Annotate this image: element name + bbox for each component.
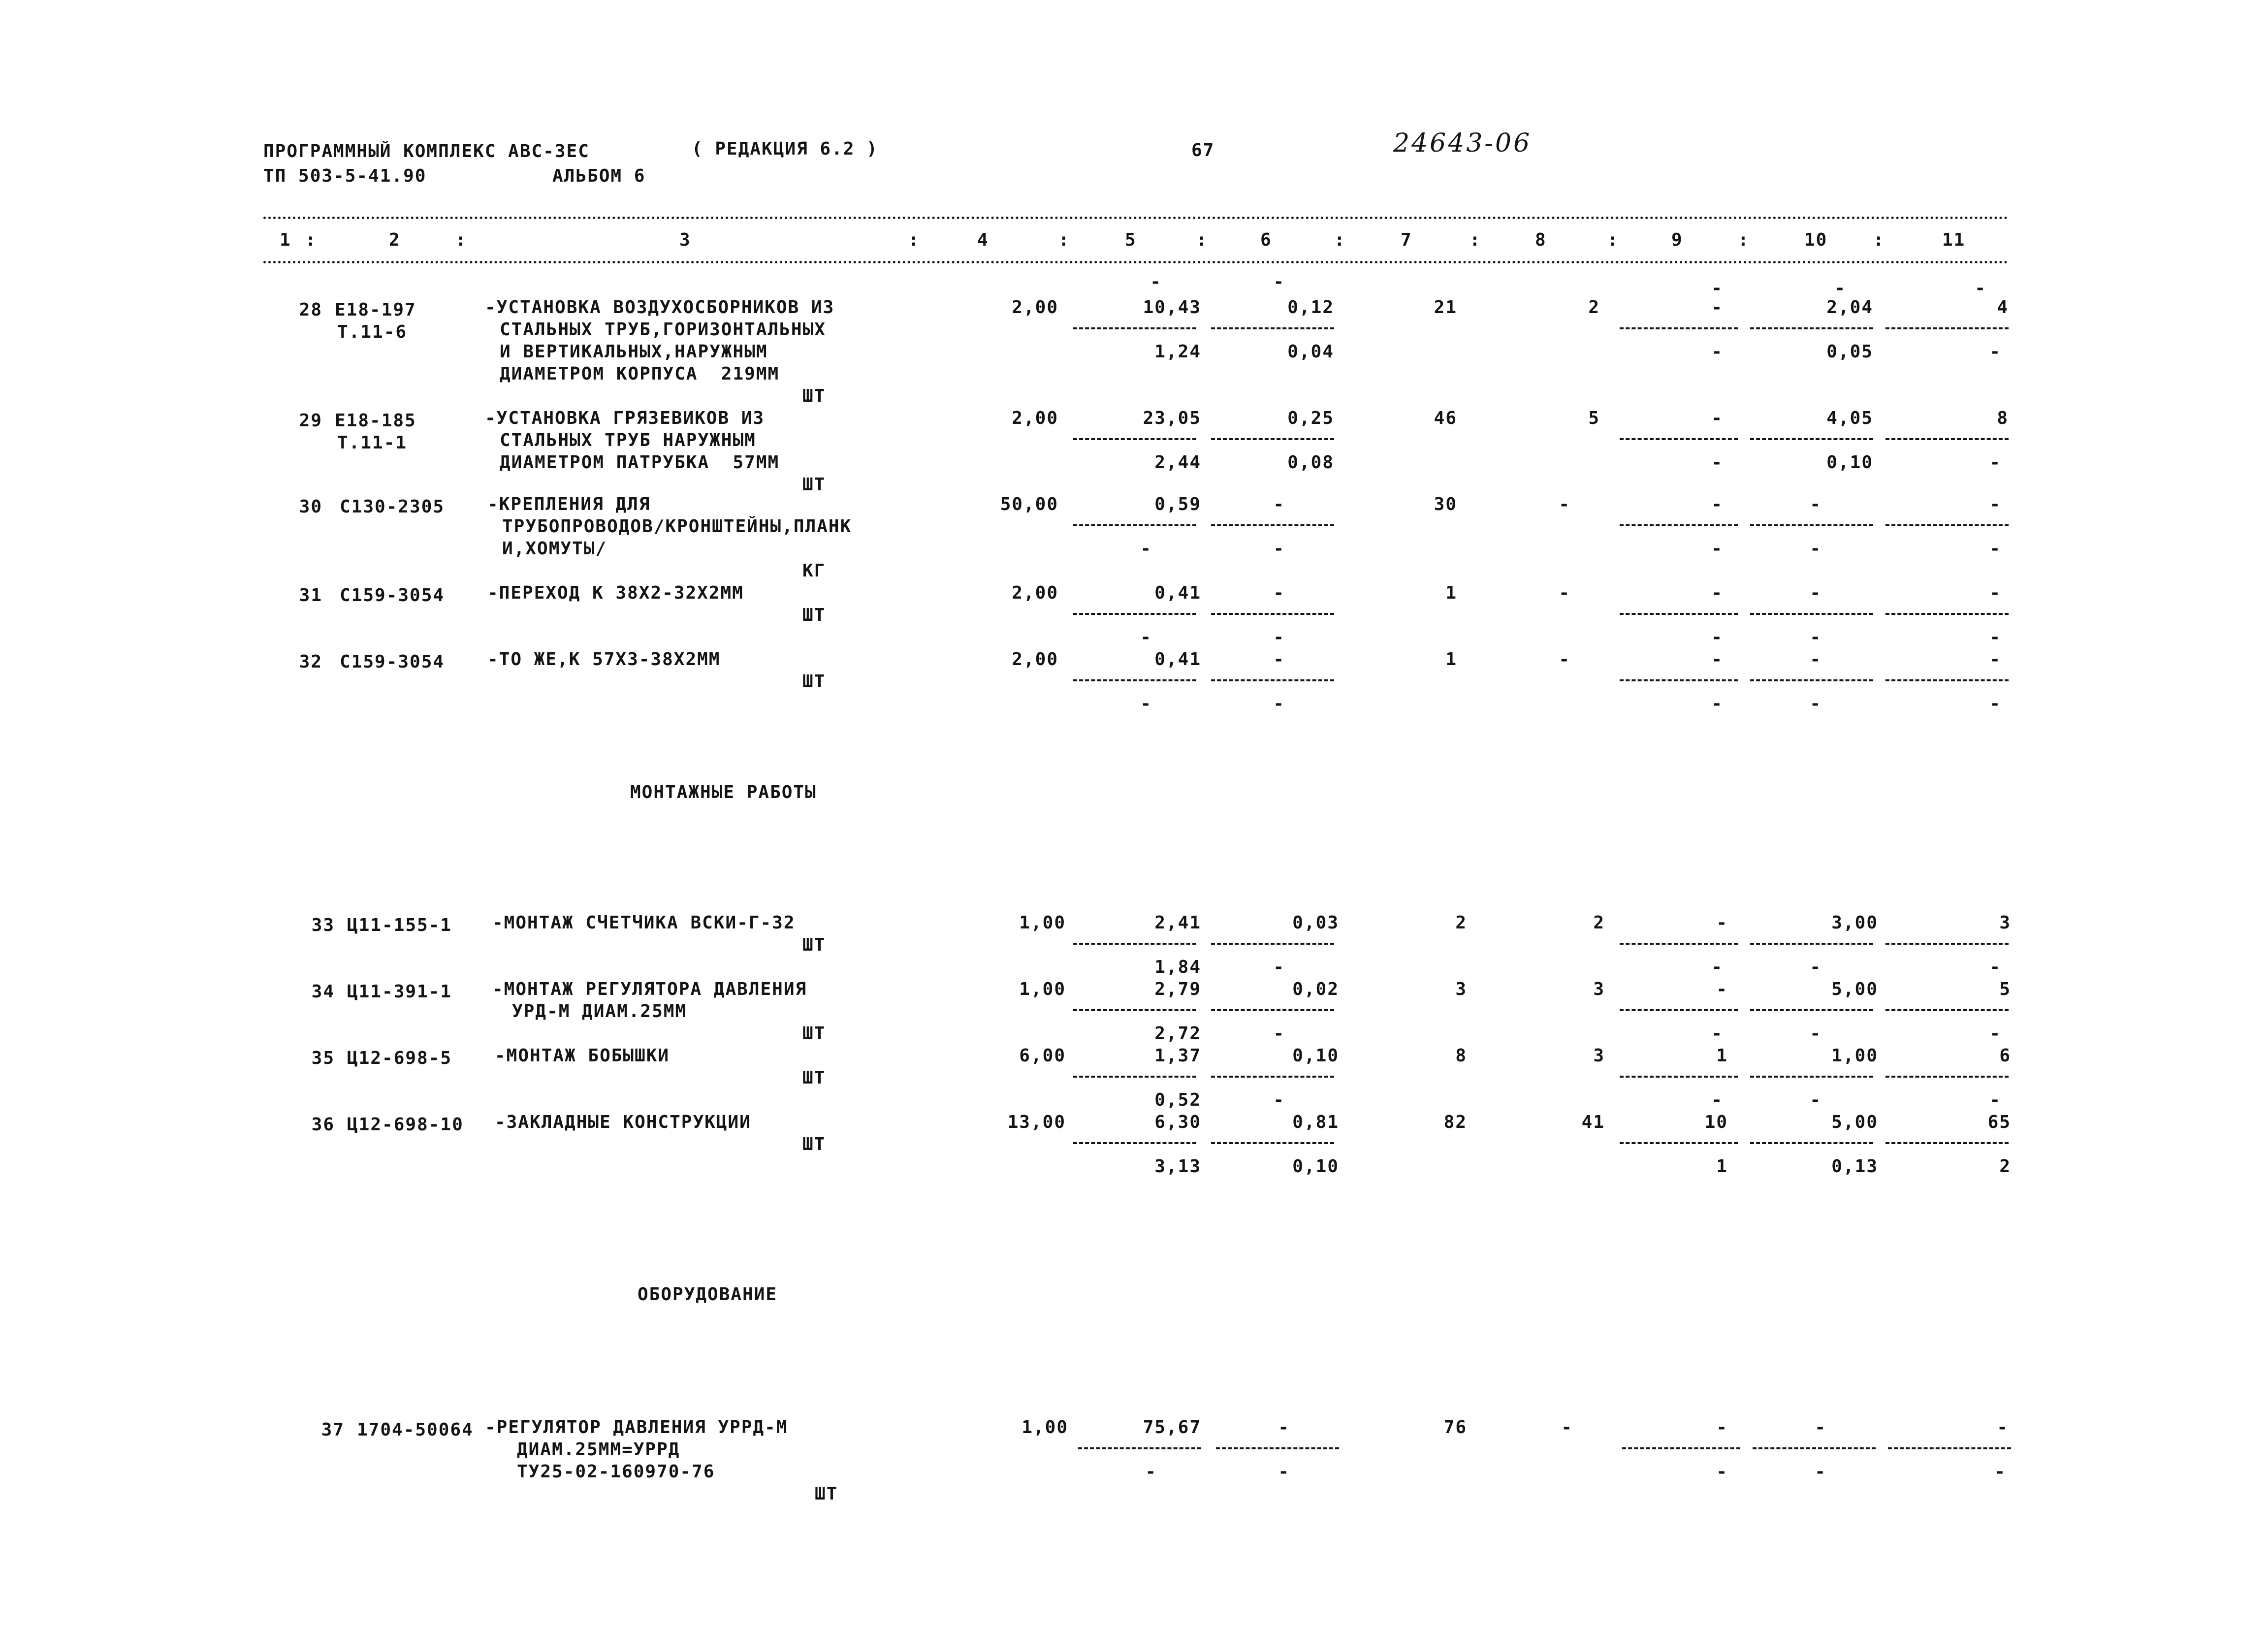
cell-c7: 1: [1445, 649, 1457, 670]
cell-c11: -: [1989, 583, 2001, 603]
divider: [1620, 943, 1738, 945]
divider: [1885, 438, 2009, 440]
divider: [1750, 943, 1873, 945]
section-heading-equipment: ОБОРУДОВАНИЕ: [638, 1284, 778, 1305]
cell-c5: 10,43: [1143, 297, 1201, 318]
cell-c10: 5,00: [1831, 1112, 1878, 1132]
cell-c11: 5: [1999, 979, 2011, 999]
cell-c6-sub: 0,04: [1287, 342, 1334, 362]
cell-c9-sub: -: [1711, 1090, 1723, 1110]
cell-c6: 0,10: [1292, 1046, 1339, 1066]
cell-c6: 0,03: [1292, 913, 1339, 933]
cell-c6: -: [1278, 1417, 1290, 1437]
cell-c9: -: [1716, 979, 1728, 999]
cell-c9-sub: -: [1711, 694, 1723, 714]
album-label: АЛЬБОМ 6: [552, 166, 646, 186]
row-description: ДИАМЕТРОМ КОРПУСА 219ММ: [500, 364, 780, 384]
row-description: -УСТАНОВКА ВОЗДУХОСБОРНИКОВ ИЗ: [485, 297, 835, 318]
cell: -: [1711, 278, 1723, 298]
page-number: 67: [1191, 140, 1215, 160]
row-number: 31: [299, 585, 322, 606]
cell-c5: 23,05: [1143, 408, 1201, 428]
divider: [1211, 438, 1334, 440]
cell-c9-sub: -: [1711, 342, 1723, 362]
row-code: С159-3054: [340, 585, 445, 606]
cell-c5: 2,41: [1154, 913, 1201, 933]
col-6: 6: [1260, 230, 1272, 250]
cell-c9: -: [1716, 1417, 1728, 1437]
row-unit: ШТ: [802, 935, 826, 955]
cell-c7: 3: [1455, 979, 1467, 999]
cell-c10-sub: -: [1810, 627, 1821, 647]
cell-c11: 4: [1997, 297, 2009, 318]
cell-c5-sub: -: [1140, 694, 1152, 714]
cell-c6-sub: -: [1273, 627, 1285, 647]
row-unit: ШТ: [802, 605, 826, 625]
cell-c8: 2: [1588, 297, 1600, 318]
col-sep: :: [1738, 230, 1750, 250]
cell-c6-sub: -: [1273, 694, 1285, 714]
cell-c6: 0,81: [1292, 1112, 1339, 1132]
divider: [1750, 327, 1873, 329]
cell-c4: 2,00: [1012, 297, 1058, 318]
cell-c6-sub: -: [1273, 1090, 1285, 1110]
cell: -: [1273, 272, 1285, 292]
row-number: 34: [311, 982, 335, 1002]
row-number: 36: [311, 1115, 335, 1135]
col-11: 11: [1942, 230, 1966, 250]
divider: [1211, 1076, 1334, 1078]
cell-c9: -: [1711, 649, 1723, 670]
divider: [1750, 1076, 1873, 1078]
divider: [1073, 1142, 1196, 1144]
cell-c8: 3: [1593, 1046, 1605, 1066]
cell-c10: 5,00: [1831, 979, 1878, 999]
cell-c10: -: [1810, 649, 1821, 670]
cell-c11: -: [1989, 649, 2001, 670]
row-description: ТРУБОПРОВОДОВ/КРОНШТЕЙНЫ,ПЛАНК: [502, 516, 852, 537]
cell-c10-sub: -: [1810, 539, 1821, 559]
col-5: 5: [1125, 230, 1137, 250]
cell-c7: 2: [1455, 913, 1467, 933]
cell-c10: 1,00: [1831, 1046, 1878, 1066]
cell-c5-sub: 1,24: [1154, 342, 1201, 362]
row-description: СТАЛЬНЫХ ТРУБ,ГОРИЗОНТАЛЬНЫХ: [500, 319, 826, 340]
row-description: -ПЕРЕХОД К 38Х2-32Х2ММ: [487, 583, 744, 603]
cell-c8: -: [1561, 1417, 1573, 1437]
cell-c9: 10: [1704, 1112, 1728, 1132]
divider: [1885, 1076, 2009, 1078]
divider: [1620, 613, 1738, 615]
row-description: ДИАМ.25ММ=УРРД: [517, 1439, 680, 1460]
cell: -: [1975, 278, 1986, 298]
header-rule-bottom: [263, 261, 2009, 263]
cell-c9: -: [1716, 913, 1728, 933]
row-code: Е18-197: [335, 300, 416, 320]
row-description: -КРЕПЛЕНИЯ ДЛЯ: [487, 494, 651, 514]
cell-c10: -: [1815, 1417, 1826, 1437]
header-rule-top: [263, 217, 2009, 219]
row-number: 33: [311, 915, 335, 935]
row-description: -ТО ЖЕ,К 57Х3-38Х2ММ: [487, 649, 721, 670]
row-description: ДИАМЕТРОМ ПАТРУБКА 57ММ: [500, 452, 780, 473]
divider: [1620, 1076, 1738, 1078]
row-description: -МОНТАЖ РЕГУЛЯТОРА ДАВЛЕНИЯ: [492, 979, 807, 999]
cell-c6: 0,12: [1287, 297, 1334, 318]
row-number: 28: [299, 300, 322, 320]
cell-c11-sub: -: [1989, 539, 2001, 559]
cell-c5-sub: 2,72: [1154, 1023, 1201, 1044]
cell-c4: 1,00: [1019, 979, 1066, 999]
divider: [1750, 1142, 1873, 1144]
row-number: 29: [299, 411, 322, 431]
cell-c6: -: [1273, 583, 1285, 603]
row-code: Ц11-391-1: [347, 982, 452, 1002]
cell-c4: 1,00: [1022, 1417, 1068, 1437]
divider: [1885, 613, 2009, 615]
row-code: С130-2305: [340, 497, 445, 517]
row-code: Ц12-698-5: [347, 1048, 452, 1068]
cell-c5: 75,67: [1143, 1417, 1201, 1437]
row-number: 30: [299, 497, 322, 517]
cell-c10-sub: 0,05: [1826, 342, 1873, 362]
row-code: Е18-185: [335, 411, 416, 431]
divider: [1620, 1009, 1738, 1011]
cell-c9-sub: -: [1711, 1023, 1723, 1044]
cell-c5-sub: -: [1145, 1462, 1157, 1482]
cell-c8: 3: [1593, 979, 1605, 999]
col-2: 2: [389, 230, 401, 250]
divider: [1885, 1142, 2009, 1144]
cell-c10: -: [1810, 494, 1821, 514]
row-description: -МОНТАЖ БОБЫШКИ: [495, 1046, 670, 1066]
divider: [1078, 1447, 1201, 1449]
cell-c10-sub: -: [1815, 1462, 1826, 1482]
cell-c6: 0,02: [1292, 979, 1339, 999]
col-sep: :: [1334, 230, 1346, 250]
cell-c6-sub: -: [1273, 1023, 1285, 1044]
row-unit: ШТ: [815, 1484, 838, 1504]
row-code: Ц12-698-10: [347, 1115, 464, 1135]
cell-c5-sub: -: [1140, 539, 1152, 559]
col-sep: :: [908, 230, 920, 250]
cell-c4: 13,00: [1007, 1112, 1066, 1132]
cell-c5: 2,79: [1154, 979, 1201, 999]
col-sep: :: [1873, 230, 1885, 250]
divider: [1211, 1142, 1334, 1144]
cell-c11-sub: 2: [1999, 1156, 2011, 1177]
cell-c6: -: [1273, 649, 1285, 670]
cell-c5-sub: -: [1140, 627, 1152, 647]
cell-c10-sub: -: [1810, 1023, 1821, 1044]
cell-c11: 3: [1999, 913, 2011, 933]
row-unit: ШТ: [802, 475, 826, 495]
cell-c9: -: [1711, 583, 1723, 603]
divider: [1750, 1009, 1873, 1011]
cell-c6-sub: -: [1278, 1462, 1290, 1482]
cell-c11-sub: -: [1994, 1462, 2006, 1482]
cell-c9: 1: [1716, 1046, 1728, 1066]
col-10: 10: [1804, 230, 1828, 250]
divider: [1211, 327, 1334, 329]
row-code-secondary: Т.11-1: [337, 433, 408, 453]
cell-c8: -: [1559, 583, 1570, 603]
cell-c9-sub: -: [1716, 1462, 1728, 1482]
divider: [1620, 1142, 1738, 1144]
divider: [1620, 327, 1738, 329]
row-description: И ВЕРТИКАЛЬНЫХ,НАРУЖНЫМ: [500, 342, 768, 362]
cell-c10-sub: 0,10: [1826, 452, 1873, 473]
row-unit: ШТ: [802, 671, 826, 692]
cell-c11: -: [1989, 494, 2001, 514]
divider: [1622, 1447, 1740, 1449]
cell: -: [1150, 272, 1162, 292]
divider: [1620, 438, 1738, 440]
cell-c11: -: [1997, 1417, 2009, 1437]
cell-c10: 2,04: [1826, 297, 1873, 318]
cell-c4: 2,00: [1012, 583, 1058, 603]
divider: [1885, 943, 2009, 945]
row-code: Ц11-155-1: [347, 915, 452, 935]
cell-c7: 21: [1434, 297, 1457, 318]
row-description: УРД-М ДИАМ.25ММ: [512, 1001, 687, 1022]
divider: [1753, 1447, 1876, 1449]
row-code: С159-3054: [340, 652, 445, 672]
row-number: 37: [321, 1420, 345, 1440]
divider: [1073, 327, 1196, 329]
cell-c8: -: [1559, 494, 1570, 514]
cell-c10-sub: -: [1810, 1090, 1821, 1110]
cell-c9-sub: -: [1711, 452, 1723, 473]
col-sep: :: [1196, 230, 1208, 250]
divider: [1750, 679, 1873, 681]
cell-c8: -: [1559, 649, 1570, 670]
col-7: 7: [1401, 230, 1412, 250]
cell-c5-sub: 0,52: [1154, 1090, 1201, 1110]
cell-c5: 0,59: [1154, 494, 1201, 514]
cell-c11-sub: -: [1989, 957, 2001, 977]
cell-c4: 2,00: [1012, 649, 1058, 670]
cell-c4: 50,00: [1000, 494, 1058, 514]
cell-c7: 82: [1443, 1112, 1467, 1132]
divider: [1211, 524, 1334, 526]
divider: [1620, 524, 1738, 526]
divider: [1885, 679, 2009, 681]
row-code-secondary: Т.11-6: [337, 322, 408, 342]
divider: [1750, 438, 1873, 440]
col-8: 8: [1535, 230, 1547, 250]
divider: [1073, 438, 1196, 440]
cell-c6-sub: 0,08: [1287, 452, 1334, 473]
divider: [1073, 524, 1196, 526]
divider: [1211, 943, 1334, 945]
cell-c5: 6,30: [1154, 1112, 1201, 1132]
row-number: 32: [299, 652, 322, 672]
row-unit: ШТ: [802, 386, 826, 406]
row-code: 1704-50064: [357, 1420, 474, 1440]
handwritten-code: 24643-06: [1393, 128, 1532, 158]
cell-c9: -: [1711, 494, 1723, 514]
cell-c7: 30: [1434, 494, 1457, 514]
cell-c11-sub: -: [1989, 1023, 2001, 1044]
col-sep: :: [1607, 230, 1619, 250]
col-4: 4: [977, 230, 989, 250]
divider: [1211, 1009, 1334, 1011]
cell-c11-sub: -: [1989, 1090, 2001, 1110]
cell-c11-sub: -: [1989, 627, 2001, 647]
row-description: -МОНТАЖ СЧЕТЧИКА ВСКИ-Г-32: [492, 913, 796, 933]
row-description: -РЕГУЛЯТОР ДАВЛЕНИЯ УРРД-М: [485, 1417, 788, 1437]
cell-c5: 0,41: [1154, 583, 1201, 603]
section-heading-montage: МОНТАЖНЫЕ РАБОТЫ: [630, 782, 817, 802]
divider: [1888, 1447, 2011, 1449]
cell-c10: 4,05: [1826, 408, 1873, 428]
divider: [1073, 679, 1196, 681]
cell-c10: 3,00: [1831, 913, 1878, 933]
cell-c9: -: [1711, 408, 1723, 428]
row-description: И,ХОМУТЫ/: [502, 539, 607, 559]
divider: [1750, 524, 1873, 526]
cell-c10-sub: -: [1810, 694, 1821, 714]
row-unit: ШТ: [802, 1134, 826, 1154]
row-description: ТУ25-02-160970-76: [517, 1462, 715, 1482]
cell-c5-sub: 2,44: [1154, 452, 1201, 473]
cell-c6-sub: -: [1273, 957, 1285, 977]
divider: [1211, 679, 1334, 681]
cell-c11-sub: -: [1989, 342, 2001, 362]
row-unit: ШТ: [802, 1023, 826, 1044]
cell-c5: 1,37: [1154, 1046, 1201, 1066]
cell-c5: 0,41: [1154, 649, 1201, 670]
cell-c9-sub: -: [1711, 957, 1723, 977]
row-number: 35: [311, 1048, 335, 1068]
cell-c9: -: [1711, 297, 1723, 318]
col-sep: :: [1469, 230, 1481, 250]
col-3: 3: [679, 230, 691, 250]
divider: [1073, 943, 1196, 945]
cell-c10-sub: 0,13: [1831, 1156, 1878, 1177]
row-unit: КГ: [802, 561, 826, 581]
divider: [1211, 613, 1334, 615]
cell-c8: 41: [1581, 1112, 1605, 1132]
cell-c9-sub: 1: [1716, 1156, 1728, 1177]
cell-c11: 6: [1999, 1046, 2011, 1066]
row-description: СТАЛЬНЫХ ТРУБ НАРУЖНЫМ: [500, 430, 756, 450]
cell-c4: 6,00: [1019, 1046, 1066, 1066]
col-9: 9: [1671, 230, 1683, 250]
cell-c11: 65: [1987, 1112, 2011, 1132]
divider: [1885, 1009, 2009, 1011]
cell-c5-sub: 1,84: [1154, 957, 1201, 977]
edition-label: ( РЕДАКЦИЯ 6.2 ): [692, 139, 878, 159]
row-unit: ШТ: [802, 1068, 826, 1088]
cell-c8: 2: [1593, 913, 1605, 933]
cell-c11: 8: [1997, 408, 2009, 428]
cell-c9-sub: -: [1711, 627, 1723, 647]
cell-c8: 5: [1588, 408, 1600, 428]
cell-c6-sub: -: [1273, 539, 1285, 559]
cell-c10: -: [1810, 583, 1821, 603]
divider: [1073, 613, 1196, 615]
tp-code: ТП 503-5-41.90: [263, 166, 427, 186]
col-sep: :: [305, 230, 317, 250]
cell-c6: 0,25: [1287, 408, 1334, 428]
cell-c6: -: [1273, 494, 1285, 514]
cell-c9-sub: -: [1711, 539, 1723, 559]
cell-c6-sub: 0,10: [1292, 1156, 1339, 1177]
divider: [1885, 524, 2009, 526]
col-sep: :: [1058, 230, 1070, 250]
cell-c7: 76: [1443, 1417, 1467, 1437]
divider: [1750, 613, 1873, 615]
cell-c7: 46: [1434, 408, 1457, 428]
divider: [1620, 679, 1738, 681]
cell-c4: 2,00: [1012, 408, 1058, 428]
row-description: -УСТАНОВКА ГРЯЗЕВИКОВ ИЗ: [485, 408, 765, 428]
cell: -: [1834, 278, 1846, 298]
cell-c5-sub: 3,13: [1154, 1156, 1201, 1177]
cell-c11-sub: -: [1989, 452, 2001, 473]
cell-c7: 8: [1455, 1046, 1467, 1066]
cell-c4: 1,00: [1019, 913, 1066, 933]
col-1: 1: [280, 230, 291, 250]
row-description: -ЗАКЛАДНЫЕ КОНСТРУКЦИИ: [495, 1112, 751, 1132]
divider: [1073, 1076, 1196, 1078]
col-sep: :: [455, 230, 467, 250]
divider: [1073, 1009, 1196, 1011]
divider: [1216, 1447, 1339, 1449]
divider: [1885, 327, 2009, 329]
cell-c10-sub: -: [1810, 957, 1821, 977]
program-title: ПРОГРАММНЫЙ КОМПЛЕКС АВС-3ЕС: [263, 141, 590, 161]
cell-c11-sub: -: [1989, 694, 2001, 714]
cell-c7: 1: [1445, 583, 1457, 603]
